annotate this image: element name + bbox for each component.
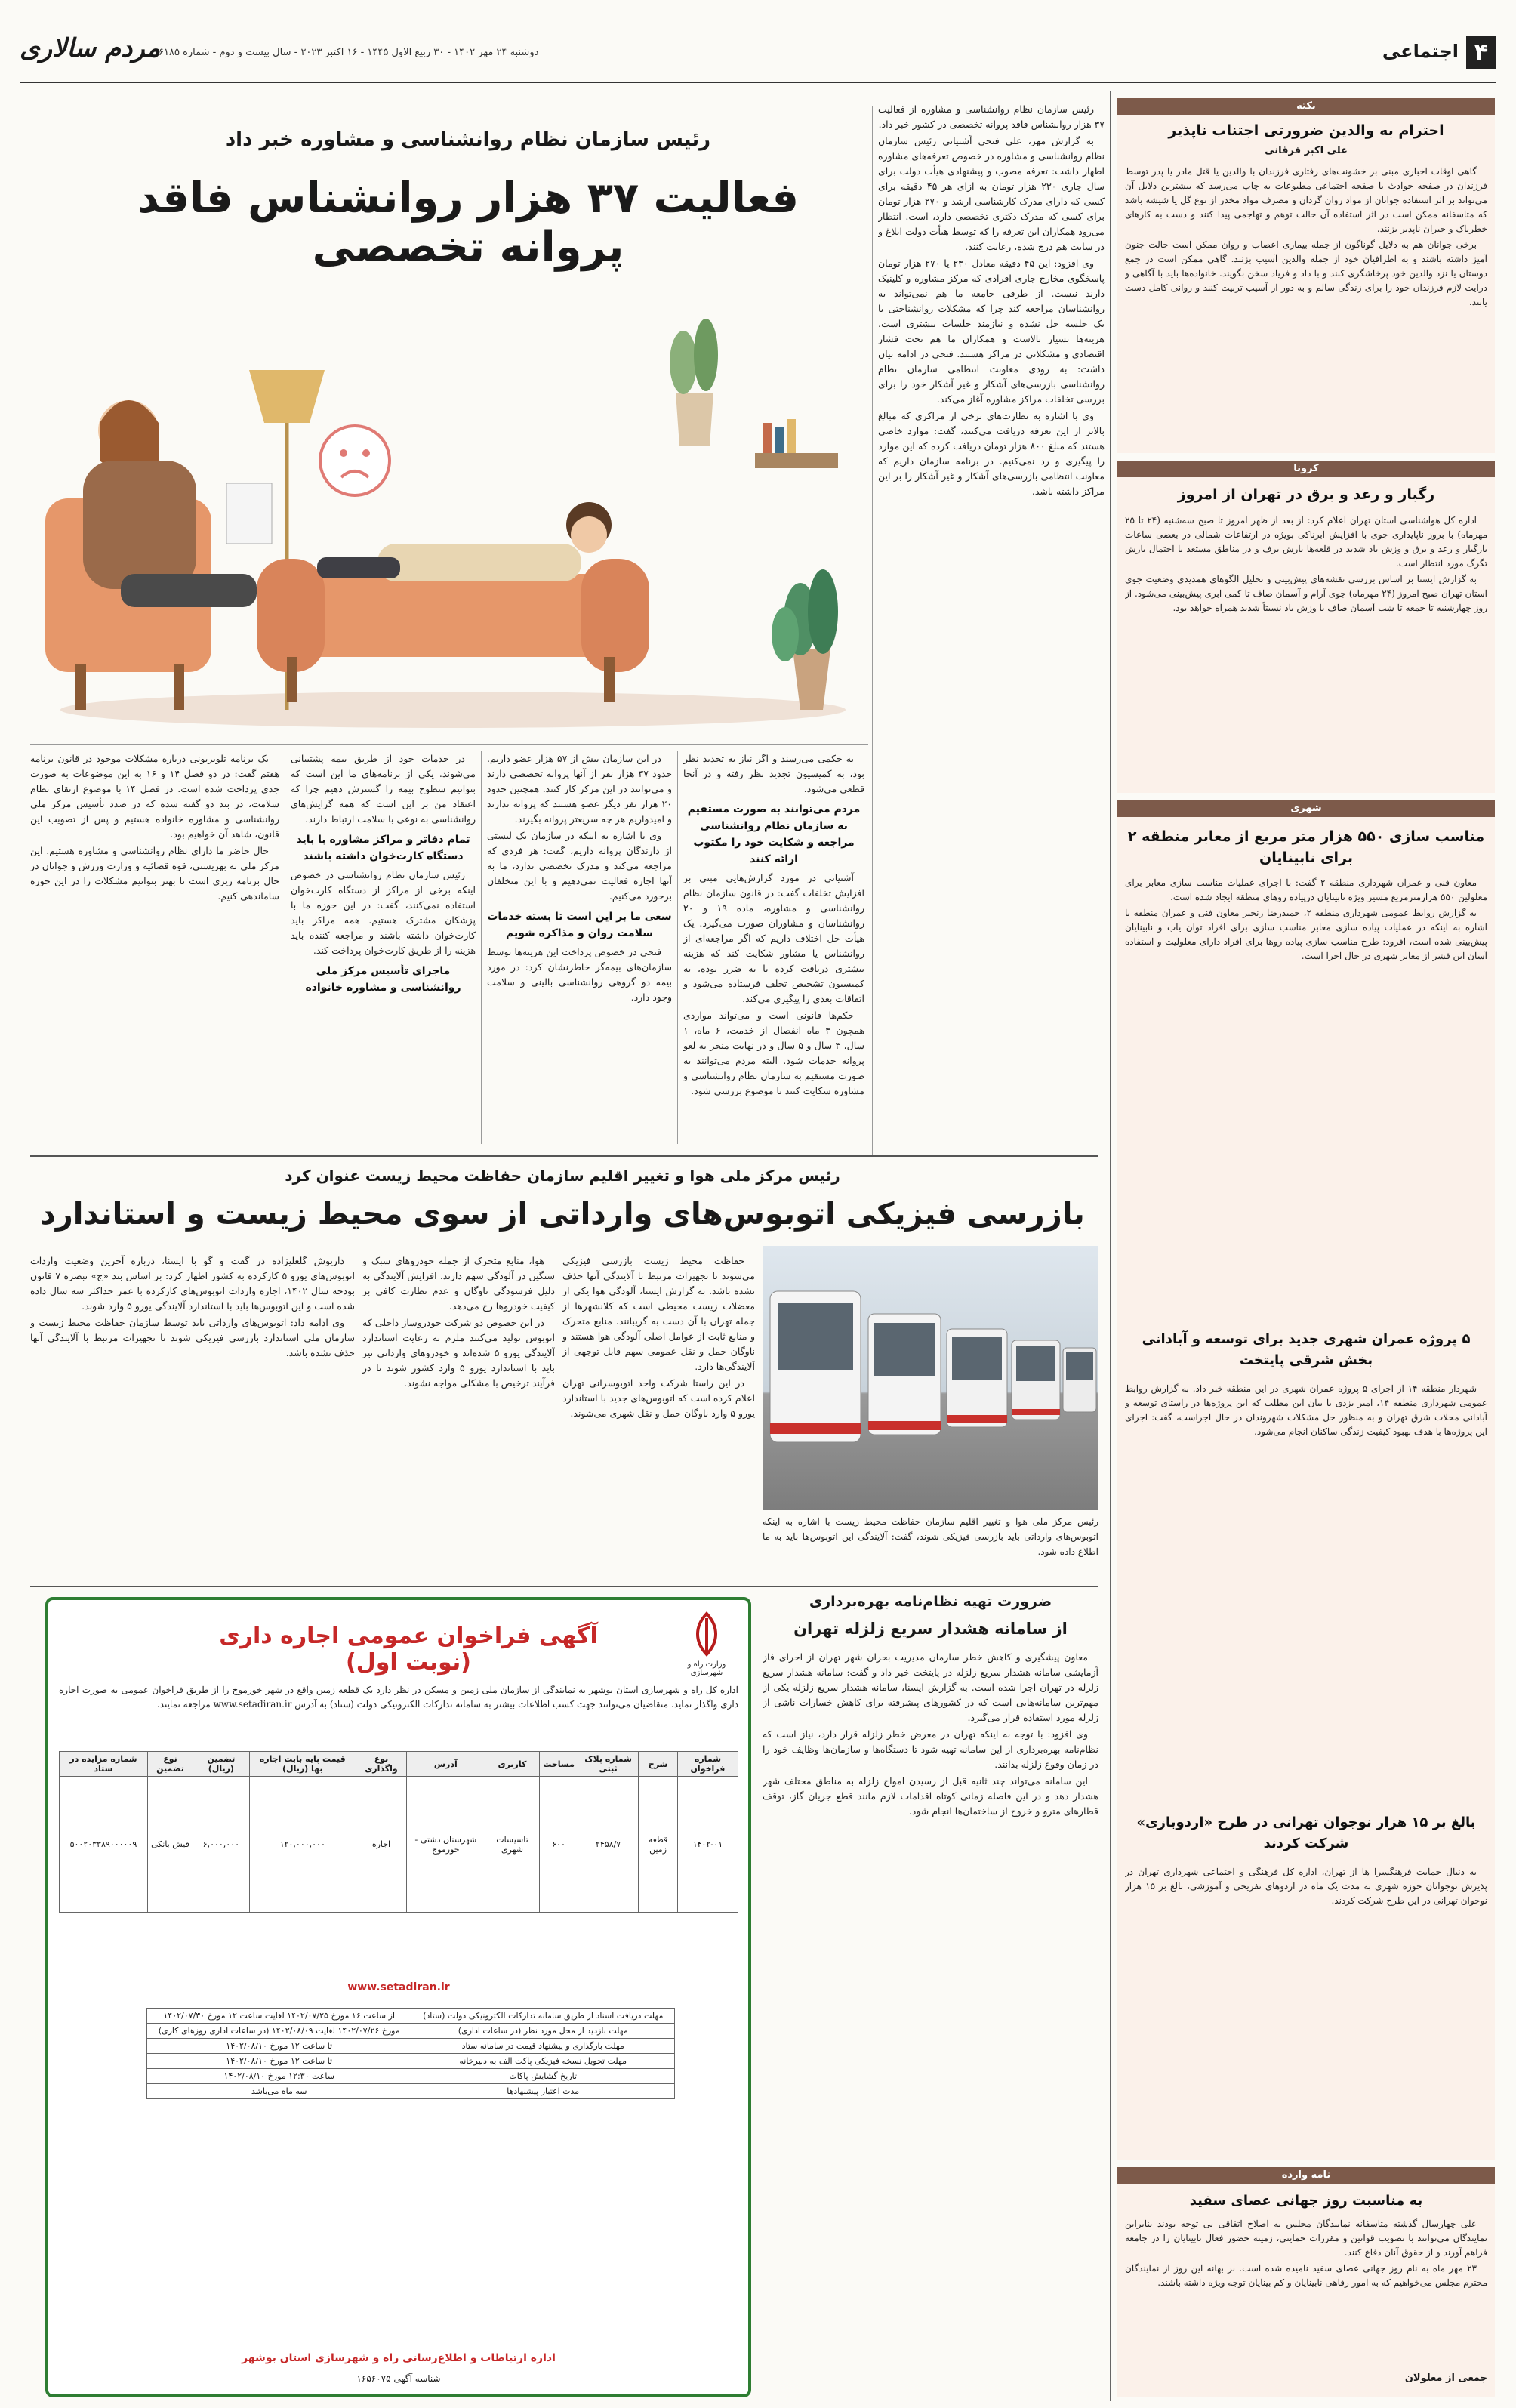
letter-paragraph-1: علی چهارسال گذشته متاسفانه نمایندگان مجلس به اصلاح اتفاقی بی توجه بودند بنابراین نمایندگان می‌توانند با تصویب قوانین و مقررات حمایتی، زمینه حضور فعال نابینایان را در جامعه فراهم آورند و از حقوق آنان دفاع کنند. [1125,2218,1487,2258]
bus-col2-paragraph-1: هوا، منابع متحرک از جمله خودروهای سبک و سنگین در آلودگی سهم دارند. افزایش آلایندگی به دلیل فرسودگی ناوگان و عدم نظارت کافی بر کیفیت خودروها رخ می‌دهد. [362,1255,555,1312]
city-title: مناسب سازی ۵۵۰ هزار متر مربع از معابر منطقه ۲ برای نابینایان [1127,828,1485,866]
ad-col-header: تضمین (ریال) [193,1752,250,1777]
column-divider [677,751,678,1144]
emblem-icon [680,1611,733,1659]
quake-paragraph-1: معاون پیشگیری و کاهش خطر سازمان مدیریت بحران شهر تهران از اجرای فاز آزمایشی سامانه هشدار سریع زلزله در پایتخت خبر داد و گفت: سامانه هشدار سریع زلزله در تهران اجرا شده است. به گزارش ایسنا، سامانه هشدار سریع زلزله یکی از مهم‌ترین سامانه‌هایی است که در کشورهای پیشرفته برای کاهش خسارات ناشی از زلزله مورد استفاده قرار می‌گیرد. [763,1651,1098,1723]
lead-col3-paragraph-2: وی با اشاره به اینکه در سازمان یک لیستی از دارندگان پروانه داریم، گفت: هر فردی که مراجعه می‌کند و مدرک تخصصی ندارد، ما به آنها اجازه فعالیت نمی‌دهیم و با این متخلفان برخورد می‌کنیم. [487,830,672,902]
dateline: دوشنبه ۲۴ مهر ۱۴۰۲ - ۳۰ ربیع الاول ۱۴۴۵ - ۱۶ اکتبر ۲۰۲۳ - سال بیست و دوم - شماره ۶۱۸۵ [159,47,539,58]
bus-photo-svg [763,1246,1098,1510]
city2-title: ۵ پروژه عمران شهری جدید برای توسعه و آبادانی بخش شرقی پایتخت [1142,1331,1471,1368]
sidebar-divider [1110,91,1111,2401]
letter-body [1125,2217,1487,2368]
bus-column-2 [362,1253,555,1578]
ad-cell: فیش بانکی [147,1777,193,1913]
table-row [60,1777,738,1913]
weather-title: رگبار و رعد و برق در تهران از امروز [1177,486,1435,503]
lead-col1-paragraph-1: رئیس سازمان نظام روانشناسی و مشاوره از فعالیت ۳۷ هزار روانشناس فاقد پروانه تخصصی در کشور خبر داد. [878,103,1105,130]
ad-table-header-row [60,1752,738,1777]
lead-column-4 [291,751,476,1144]
table-row [147,2039,675,2054]
ad-lots-table [59,1751,738,1913]
schedule-label: تاریخ گشایش پاکات [411,2069,675,2084]
lead-col2-subhead: مردم می‌توانند به صورت مستقیم به سازمان نظام روانشناسی مراجعه و شکایت خود را مکتوب ارائه کنند [687,803,861,865]
youth-body [1125,1865,1487,2152]
ad-col-header: نوع تضمین [147,1752,193,1777]
column-divider [481,751,482,1144]
ad-cell: قطعه زمین [639,1777,678,1913]
city2-paragraph-1: شهردار منطقه ۱۴ از اجرای ۵ پروژه عمران شهری در این منطقه خبر داد. به گزارش روابط عمومی شهرداری منطقه ۱۴، امیر یزدی با بیان این مطلب که این پروژه‌ها در راستای توسعه و آبادانی محلات شرق تهران و به منظور حل مشکلات شهروندان در حال اجراست، گفت: اجرای این پروژه‌ها با هدف بهبود کیفیت زندگی ساکنان انجام می‌شود. [1125,1383,1487,1437]
ad-intro: اداره کل راه و شهرسازی استان بوشهر به نمایندگی از سازمان ملی زمین و مسکن در نظر دارد یک قطعه زمین واقع در شهر خورموج را از طریق فراخوان عمومی به صورت اجاره داری واگذار نماید. متقاضیان می‌توانند جهت کسب اطلاعات بیشتر به سامانه تدارکات الکترونیکی دولت (ستاد) به آدرس www.setadiran.ir مراجعه نمایند. [59,1685,738,1710]
note-paragraph-2: برخی جوانان هم به دلایل گوناگون از جمله بیماری اعصاب و روان ممکن است حالت جنون آمیز داشته باشند و به اطرافیان خود از جمله والدین آسیب بزنند. گاهی ممکن است در جمع دوستان یا نزد والدین خود پرخاشگری کنند و با داد و فریاد سخن بگویند. خانواده‌ها باید با آگاهی و درایت لازم فرزندان خود را برای زندگی سالم و به دور از آسیب تربیت کنند و روانی کامل دست یابند. [1125,239,1487,307]
lead-col4-paragraph-1: در خدمات خود از طریق بیمه پشتیبانی می‌شوند. یکی از برنامه‌های ما این است که بتوانیم سطوح بیمه را گسترش دهیم چرا که اعتقاد من بر این است که همه گرایش‌های روانشناسی به نوعی با سلامت ارتباط دارند. [291,753,476,825]
ad-col-header: شماره مزایده در ستاد [60,1752,148,1777]
lead-col1-paragraph-3: وی افزود: این ۴۵ دقیقه معادل ۲۳۰ یا ۲۷۰ هزار تومان پاسخگوی مخارج جاری افرادی که مرکز مشاوره و کلینیک دارند نیست. از طرفی جامعه ما هم نمی‌تواند به روانشناسان مراجعه کند چرا که مشکلات روانشناختی یا یک جلسه حل نشده و نیازمند جلسات بیشتری است. هزینه‌ها بسیار بالاست و همکاران ما هم تحت فشار اقتصادی و مشکلاتی در مراکز هستند. فتحی در ادامه بیان داشت: به زودی معاونت انتظامی سازمان نظام روانشناسی بازرسی‌های آشکار و غیر آشکار خود را برای بررسی تخلفات مراکز مشاوره آغاز می‌کند. [878,257,1105,405]
note-title: احترام به والدین ضرورتی اجتناب ناپذیر [1168,122,1444,139]
letter-paragraph-2: ۲۳ مهر ماه به نام روز جهانی عصای سفید نامیده شده است. بر بهانه این روز از نمایندگان محترم مجلس می‌خواهیم که به امور رفاهی نابینایان و کم بینایان توجه ویژه داشته باشند. [1125,2263,1487,2288]
ad-col-header: کاربری [485,1752,540,1777]
ad-cell: ۱۴۰۲-۰۱ [677,1777,738,1913]
lead-col2-paragraph-3: حکم‌ها قانونی است و می‌تواند مواردی همچون ۳ ماه انفصال از خدمت، ۶ ماه، ۱ سال، ۳ سال و ۵ سال و در نهایت منجر به لغو پروانه خدمات شود. البته مردم می‌توانند به صورت مستقیم به سازمان نظام روانشناسی و مشاوره شکایت کنند تا موضوع بررسی شود. [683,1010,864,1096]
note-author: علی اکبر فرقانی [1265,145,1348,156]
schedule-label: مهلت دریافت اسناد از طریق سامانه تدارکات الکترونیکی دولت (ستاد) [411,2009,675,2024]
schedule-label: مدت اعتبار پیشنهادها [411,2084,675,2099]
quake-paragraph-2: وی افزود: با توجه به اینکه تهران در معرض خطر زلزله قرار دارد، نیاز است که نظام‌نامه بهره‌برداری از این سامانه تهیه شود تا دستگاه‌ها و سازمان‌ها وظایف خود را در زمان وقوع زلزله بدانند. [763,1728,1098,1770]
ad-schedule-table [146,2008,675,2099]
city-paragraph-2: به گزارش روابط عمومی شهرداری منطقه ۲، حمیدرضا رنجبر معاون فنی و عمران منطقه با اشاره به اینکه در عملیات پیاده سازی معابر مناسب سازی برای افراد توان یاب و نابینایان پیش‌بینی شده است، افزود: طرح مناسب سازی پیاده روها برای افراد دارای معلولیت و استفاده آسان این قشر از معابر شهری در حال اجرا است. [1125,908,1487,961]
section-rule [30,1586,1098,1587]
ministry-name: وزارت راه و شهرسازی [687,1660,726,1677]
ad-cell: ۲۴۵۸/۷ [578,1777,638,1913]
quake-body [763,1650,1098,2397]
bus-column-3 [30,1253,355,1578]
note-body [1125,165,1487,448]
ad-cell: ۵۰۰۲۰۳۳۸۹۰۰۰۰۰۹ [60,1777,148,1913]
city-body [1125,876,1487,1299]
lead-column-1 [878,102,1105,1129]
note-box [1117,98,1495,453]
lead-column-5 [30,751,279,1144]
lead-kicker: رئیس سازمان نظام روانشناسی و مشاوره خبر داد [225,128,711,151]
ad-cell: تاسیسات شهری [485,1777,540,1913]
city-box [1117,800,1495,2160]
table-row [147,2084,675,2099]
bus-photo [763,1246,1098,1510]
ad-title: آگهی فراخوان عمومی اجاره داری (نوبت اول) [219,1623,598,1676]
ad-cell: ۱۲۰,۰۰۰,۰۰۰ [249,1777,356,1913]
lead-col4-paragraph-2: رئیس سازمان نظام روانشناسی در خصوص اینکه برخی از مراکز از دستگاه کارت‌خوان استفاده نمی‌کنند، گفت: در این حوزه ما با پزشکان مشترک هستیم. همه مراکز باید کارت‌خوان داشته باشند و مراجعه کننده باید هزینه را از طریق کارت‌خوان پرداخت کند. [291,869,476,956]
table-row [147,2009,675,2024]
ad-id: شناسه آگهی ۱۶۵۶۰۷۵ [356,2373,441,2384]
column-divider [872,106,873,1155]
weather-paragraph-1: اداره کل هواشناسی استان تهران اعلام کرد: از بعد از ظهر امروز تا صبح سه‌شنبه (۲۴ تا ۲۵ مهرماه) با بروز ناپایداری جوی با افزایش ابرناکی بویژه در ارتفاعات شمالی در بعضی ساعات بارگبار و رعد و برق و وزش باد شدید در قلعه‌ها بارش برف و در مناطق مستعد با احتمال بارش تگرگ مورد انتظار است. [1125,515,1487,569]
lead-col2-paragraph-1: به حکمی می‌رسند و اگر نیاز به تجدید نظر بود، به کمیسیون تجدید نظر رفته و در آنجا قطعی می‌شود. [683,753,864,794]
lead-col2-paragraph-2: آشتیانی در مورد گزارش‌هایی مبنی بر افزایش تخلفات گفت: در قانون سازمان نظام روانشناسی و مشاوره، ماده ۱۹ و ۲۰ روانشناسان و مشاوران صورت می‌گیرد. یک هیأت حل اختلاف داریم که اگر مراجعه‌ای از روانشناس یا مشاور شکایت کند که هزینه بیشتری دریافت کرده یا به ضرر بوده، به کمیسیون تشخیص تخلف فرستاده می‌شود و اتفاقات بعدی را پیگیری می‌کند. [683,872,864,1004]
ad-cell: شهرستان دشتی - خورموج [407,1777,485,1913]
lead-col3-paragraph-3: فتحی در خصوص پرداخت این هزینه‌ها توسط سازمان‌های بیمه‌گر خاطرنشان کرد: در مورد بیمه دو گروهی روانشناسی بالینی و سلامت وجود دارد. [487,946,672,1003]
header-rule [20,82,1496,83]
schedule-label: مهلت بارگذاری و پیشنهاد قیمت در سامانه ستاد [411,2039,675,2054]
note-ribbon: نکته [1117,98,1495,115]
youth-paragraph-1: به دنبال حمایت فرهنگسرا ها از تهران، اداره کل فرهنگی و اجتماعی شهرداری تهران در پذیرش نوجوانان حوزه شهری به مدت یک ماه در اردوهای تفریحی و آموزشی، بالغ بر ۱۵ هزار نوجوان تهرانی در این طرح شرکت کردند. [1125,1867,1487,1906]
ad-col-header: مساحت [540,1752,578,1777]
masthead-logo: مردم سالاری [20,33,161,63]
ad-col-header: نوع واگذاری [356,1752,406,1777]
page-number-badge: ۴ [1466,36,1496,69]
quake-kicker: ضرورت تهیه نظام‌نامه بهره‌برداری [809,1593,1052,1610]
city-paragraph-1: معاون فنی و عمران شهرداری منطقه ۲ گفت: با اجرای عملیات مناسب سازی معابر برای معلولین ۵۵۰ هزارمترمربع مسیر ویژه نابینایان درپیاده روهای منطقه ایجاد شده است. [1125,877,1487,902]
bus-row [770,1291,1096,1442]
bus-col1-paragraph-1: حفاظت محیط زیست بازرسی فیزیکی می‌شوند تا تجهیزات مرتبط با آلایندگی آنها حذف نشده باشد. به گزارش ایسنا، آلودگی هوا یکی از معضلات زیست محیطی است که کلانشهرها از جمله تهران با آن دست به گریبانند. منابع متحرک و منابع ثابت از عوامل اصلی آلودگی هوا هستند و ناوگان حمل و نقل عمومی سهم قابل توجهی از آلایندگی‌ها دارد. [562,1255,755,1372]
table-row [147,2024,675,2039]
therapy-illustration [30,257,868,732]
schedule-value: تا ساعت ۱۲ مورخ ۱۴۰۲/۰۸/۱۰ [147,2039,411,2054]
ad-col-header: شماره فراخوان [677,1752,738,1777]
ad-col-header: آدرس [407,1752,485,1777]
lead-col1-paragraph-2: به گزارش مهر، علی فتحی آشتیانی رئیس سازمان نظام روانشناسی و مشاوره در خصوص تعرفه‌های مشاوره اظهار داشت: تعرفه مصوب و پیشنهادی هیأت دولت برای سال جاری ۲۳۰ هزار تومان به ازای هر ۴۵ دقیقه برای کسی که دارای مدرک کارشناسی ارشد و ۲۷۰ هزار تومان برای کسی که مدرک دکتری تخصصی دارد، است. انتظار می‌رود همکاران این تعرفه را که توسط هیأت دولت ابلاغ و در سایت هم درج شده، رعایت کنند. [878,135,1105,252]
bus-col2-paragraph-2: در این خصوص دو شرکت خودروساز داخلی که اتوبوس تولید می‌کنند ملزم به رعایت استاندارد آلایندگی یورو ۵ شده‌اند و خودروهای وارداتی نیز باید با استاندارد یورو ۵ وارد کشور شوند تا در فرآیند ترخیص با مشکلی مواجه نشوند. [362,1317,555,1389]
bus-column-1 [562,1253,755,1578]
weather-paragraph-2: به گزارش ایسنا بر اساس بررسی نقشه‌های پیش‌بینی و تحلیل الگوهای همدیدی وضعیت جوی استان تهران صبح امروز (۲۴ مهرماه) جوی آرام و آسمان صاف تا کمی ابری پیش‌بینی می‌شود. از روز چهارشنبه تا جمعه تا شب آسمان صاف با وزش باد نسبتاً شدید همراه خواهد بود. [1125,574,1487,613]
page-header [0,30,1516,76]
city-ribbon: شهری [1117,800,1495,817]
letter-signature: جمعی از معلولان [1404,2373,1487,2384]
letter-title: به مناسبت روز جهانی عصای سفید [1189,2193,1423,2209]
ministry-emblem [680,1611,733,1659]
ad-col-header: شرح [639,1752,678,1777]
lead-title: فعالیت ۳۷ هزار روانشناس فاقد پروانه تخصصی [137,174,800,272]
bus-photo-caption: رئیس مرکز ملی هوا و تغییر اقلیم سازمان حفاظت محیط زیست با اشاره به اینکه اتوبوس‌های وارداتی باید بازرسی فیزیکی شوند، گفت: آلایندگی این اتوبوس‌ها باید به ما اطلاع داده شود. [763,1516,1098,1557]
ad-col-header: قیمت پایه بابت اجاره بها (ریال) [249,1752,356,1777]
section-rule [30,1155,1098,1157]
letter-box [1117,2167,1495,2397]
schedule-value: مورخ ۱۴۰۲/۰۷/۲۶ لغایت ۱۴۰۲/۰۸/۰۹ (در ساعات اداری روزهای کاری) [147,2024,411,2039]
table-row [147,2054,675,2069]
lead-col4-subhead-2: ماجرای تأسیس مرکز ملی روانشناسی و مشاوره خانواده [305,965,461,994]
note-paragraph-1: گاهی اوقات اخباری مبنی بر خشونت‌های رفتاری فرزندان با والدین یا قتل مادر یا پدر توسط فرزندان در صفحه حوادث یا صفحه اجتماعی مطبوعات به چاپ می‌رسد که بیشترین دلایل آن می‌تواند بر اثر استفاده جوانان از مواد روان گردان و مصرف مواد مخدر از نوع گل یا شیشه باشد که متاسفانه ممکن است در اثر استفاده آن حالت توهم و تهاجمی پیدا کنند و دست به کارهای خطرناک و جبران ناپذیر بزنند. [1125,166,1487,234]
ad-website-link[interactable]: www.setadiran.ir [347,1981,450,1993]
ad-footer: اداره ارتباطات و اطلاع‌رسانی راه و شهرسازی استان بوشهر [242,2352,556,2364]
ad-col-header: شماره پلاک ثبتی [578,1752,638,1777]
bus-col3-paragraph-1: داریوش گلعلیزاده در گفت و گو با ایسنا، درباره آخرین وضعیت واردات اتوبوس‌های یورو ۵ کارکرده به کشور اظهار کرد: بر اساس بند «ج» تبصره ۷ قانون بودجه سال ۱۴۰۲، اجازه واردات اتوبوس‌های کارکرده با عمر حداکثر سه سال داده شده است و این اتوبوس‌ها باید با استاندارد آلایندگی یورو ۵ وارد شوند. [30,1255,355,1312]
schedule-label: مهلت بازدید از محل مورد نظر (در ساعات اداری) [411,2024,675,2039]
lead-col3-paragraph-1: در این سازمان بیش از ۵۷ هزار عضو داریم. حدود ۳۷ هزار نفر از آنها پروانه تخصصی دارند و می‌توانند در این مرکز کار کنند. همچنین حدود ۲۰ هزار نفر دیگر عضو هستند که پروانه ندارند و امیدواریم هر چه سریعتر پروانه بگیرند. [487,753,672,825]
bus-kicker: رئیس مرکز ملی هوا و تغییر اقلیم سازمان حفاظت محیط زیست عنوان کرد [285,1167,840,1185]
lead-col5-paragraph-1: یک برنامه تلویزیونی درباره مشکلات موجود در قانون برنامه هفتم گفت: در دو فصل ۱۴ و ۱۶ به این موضوعات به صورت جدی پرداخت شده است. در فصل ۱۴ با موضوع ارتقای نظام سلامت، در بند دو گفته شده که در صدد تأسیس مرکز ملی روانشناسی و مشاوره خانواده هستیم و پس از تصویب این قانون، شاهد آن خواهیم بود. [30,753,279,840]
therapy-illustration-svg [30,257,868,732]
schedule-value: سه ماه می‌باشد [147,2084,411,2099]
ad-cell: ۶,۰۰۰,۰۰۰ [193,1777,250,1913]
schedule-value: از ساعت ۱۶ مورخ ۱۴۰۲/۰۷/۲۵ لغایت ساعت ۱۲ مورخ ۱۴۰۲/۰۷/۳۰ [147,2009,411,2024]
weather-body [1125,513,1487,785]
bus-col3-paragraph-2: وی ادامه داد: اتوبوس‌های وارداتی باید توسط سازمان حفاظت محیط زیست و سازمان ملی استاندارد بازرسی فیزیکی شوند تا تجهیزات مرتبط با آلایندگی آنها حذف نشده باشد. [30,1317,355,1358]
schedule-value: تا ساعت ۱۲ مورخ ۱۴۰۲/۰۸/۱۰ [147,2054,411,2069]
schedule-label: مهلت تحویل نسخه فیزیکی پاکت الف به دبیرخانه [411,2054,675,2069]
schedule-value: ساعت ۱۲:۳۰ مورخ ۱۴۰۲/۰۸/۱۰ [147,2069,411,2084]
ad-cell: ۶۰۰ [540,1777,578,1913]
letter-ribbon: نامه وارده [1117,2167,1495,2184]
bus-title: بازرسی فیزیکی اتوبوس‌های وارداتی از سوی محیط زیست و استاندارد [40,1197,1085,1232]
ad-cell: اجاره [356,1777,406,1913]
lead-col1-paragraph-4: وی با اشاره به نظارت‌های برخی از مراکزی که مبالغ بالاتر از این تعرفه دریافت می‌کنند، گفت: موارد خاصی هستند که مبلغ ۸۰۰ هزار تومان دریافت کرده که این موارد را پیگیری و رد نمی‌کنیم. در برنامه سازمان داریم که معاونت انتظامی بازرسی‌های آشکار و غیر آشکار را بر این مراکز داشته باشد. [878,410,1105,497]
lead-column-2 [683,751,864,1144]
youth-title: بالغ بر ۱۵ هزار نوجوان تهرانی در طرح «اردوبازی» شرکت کردند [1136,1814,1476,1851]
sidebar [1117,98,1495,2397]
bus-col1-paragraph-2: در این راستا شرکت واحد اتوبوسرانی تهران اعلام کرده است که اتوبوس‌های جدید با استاندارد یورو ۵ وارد ناوگان حمل و نقل شهری می‌شوند. [562,1377,755,1419]
quake-title: از سامانه هشدار سریع زلزله تهران [793,1620,1068,1638]
lead-col3-subhead: سعی ما بر این است تا بسته خدمات سلامت روان و مذاکره شویم [487,911,672,939]
city2-body [1125,1382,1487,1797]
weather-ribbon: کرونا [1117,461,1495,477]
lead-col4-subhead-1: تمام دفاتر و مراکز مشاوره با باید دستگاه کارت‌خوان داشته باشند [296,834,470,862]
tender-ad [45,1597,751,2397]
ad-table [59,1751,738,1913]
ad-schedule [146,2008,675,2099]
table-row [147,2069,675,2084]
weather-box [1117,461,1495,793]
quake-paragraph-3: این سامانه می‌تواند چند ثانیه قبل از رسیدن امواج زلزله به مناطق مختلف شهر هشدار دهد و در این فاصله زمانی کوتاه اقدامات لازم مانند قطع جریان گاز، توقف قطارهای مترو و خروج از ساختمان‌ها انجام شود. [763,1775,1098,1817]
lead-column-3 [487,751,672,1144]
lead-rule [30,744,868,745]
lead-col5-paragraph-2: حال حاضر ما دارای نظام روانشناسی و مشاوره هستیم. این مرکز ملی به بهزیستی، قوه قضائیه و وزارت ورزش و جوانان در حال برنامه ریزی است تا بهتر بتوانیم مشکلات را در این حوزه ساماندهی کنیم. [30,845,279,902]
section-title: اجتماعی [1382,41,1459,62]
